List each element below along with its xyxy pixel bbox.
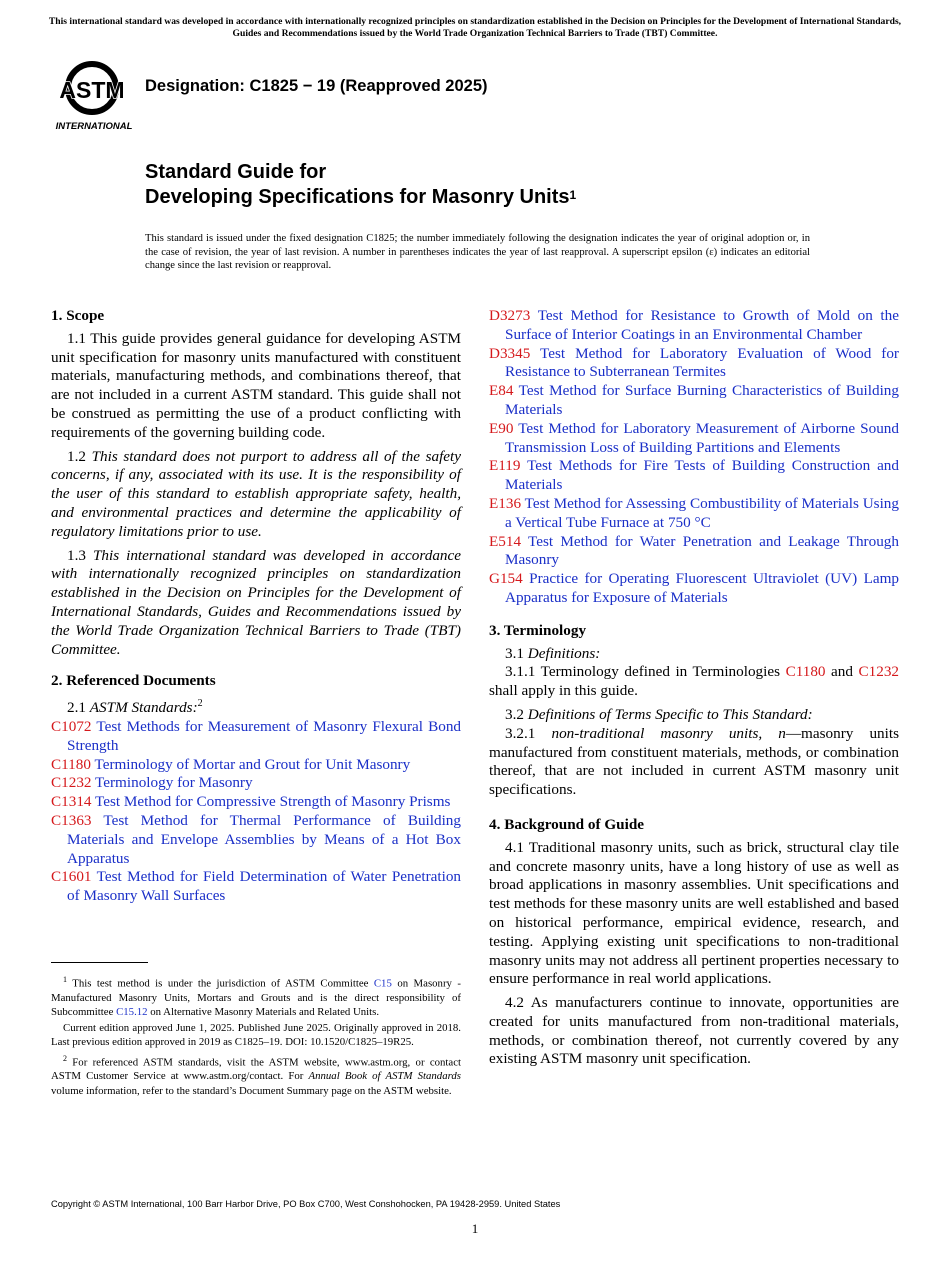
astm-standards-subheading	[51, 695, 461, 718]
paragraph-text: Definitions:	[527, 644, 601, 662]
subcommittee-link[interactable]: C15.12	[116, 1006, 148, 1018]
paragraph-4-2: 4.2 As manufacturers continue to innovate, opportunities are created for units manufactured from non-traditional materials, methods, or combination thereof, not currently covered by any existing ASTM masonry unit specification.	[489, 994, 899, 1068]
document-title	[145, 160, 576, 210]
designation: Designation: C1825 − 19 (Reapproved 2025)	[145, 77, 488, 95]
logo-lettering: ASTM	[59, 77, 125, 103]
paragraph-text: This international standard was developed in accordance with internationally recognized principles on standardization established in the Decision on Principles for the Development of International Standards, Guides and Recommendations issued by the World Trade Organization Technical Barriers to Trade (TBT) Committee.	[51, 546, 462, 658]
reference-link-c1180[interactable]: C1180	[785, 663, 826, 681]
reference-code-link[interactable]: D3273	[489, 307, 531, 324]
paragraph-number: 1.3	[67, 546, 86, 564]
paragraph-number: 1.2	[67, 447, 86, 465]
subheading-label: ASTM Standards:	[89, 699, 198, 717]
reference-link-c1232[interactable]: C1232	[858, 663, 900, 681]
section-heading-referenced: 2. Referenced Documents	[51, 672, 216, 690]
definition-text: —masonry units manufactured from constituent materials, methods, or combination thereof, that are not included in current ASTM masonry unit specifications.	[489, 724, 899, 799]
reference-code-link[interactable]: C1180	[51, 755, 91, 773]
logo-subtext: INTERNATIONAL	[55, 121, 133, 132]
reference-item	[489, 495, 899, 533]
reference-title-link[interactable]: Test Method for Water Penetration and Leakage Through Masonry	[505, 532, 899, 569]
paragraph-3-2	[489, 706, 899, 725]
title-line-1: Standard Guide for	[145, 161, 327, 183]
footnote-text: This test method is under the jurisdiction of ASTM Committee	[72, 977, 369, 990]
tbt-notice: This international standard was developed in accordance with internationally recognized principles on standardization established in the Decision on Principles for the Development of International Standards, Guides and Recommendations issued by the World Trade Organization Technical Barriers to Trade (TBT) Committee.	[48, 16, 902, 39]
reference-title-link[interactable]: Test Method for Surface Burning Characteristics of Building Materials	[505, 382, 899, 418]
paragraph-3-2-1	[489, 725, 899, 800]
footnote-italic: Annual Book of ASTM Standards	[308, 1070, 461, 1083]
title-line-2	[145, 185, 576, 210]
reference-list-left	[51, 718, 461, 906]
section-heading-background: 4. Background of Guide	[489, 815, 645, 833]
reference-item	[51, 718, 461, 756]
reference-code-link[interactable]: C1601	[51, 868, 92, 886]
footnote-mark: 2	[63, 1053, 67, 1063]
reference-title-link[interactable]: Terminology of Mortar and Grout for Unit Masonry	[94, 755, 411, 773]
reference-title-link[interactable]: Test Method for Assessing Combustibility of Materials Using a Vertical Tube Furnace at 750 °C	[505, 494, 899, 531]
paragraph-1-2	[51, 448, 461, 542]
reference-title-link[interactable]: Test Methods for Fire Tests of Building Construction and Materials	[505, 457, 899, 494]
footnote-text: For referenced ASTM standards, visit the ASTM website, www.astm.org, or contact ASTM Customer Service at www.astm.org/contact. For	[51, 1056, 461, 1083]
paragraph-number: 3.2	[505, 705, 524, 723]
reference-code-link[interactable]: C1363	[51, 811, 92, 829]
reference-item	[489, 382, 899, 420]
paragraph-text: Definitions of Terms Specific to This Standard:	[527, 705, 813, 723]
paragraph-number: 3.2.1	[505, 724, 536, 742]
reference-title-link[interactable]: Test Method for Field Determination of Water Penetration of Masonry Wall Surfaces	[67, 868, 462, 905]
paragraph-3-1	[489, 645, 899, 664]
reference-code-link[interactable]: E136	[489, 494, 522, 512]
paragraph-4-1: 4.1 Traditional masonry units, such as brick, structural clay tile and concrete masonry units, have a long history of use as well as broad applications in masonry assemblies. Unit specifications and test methods for these masonry units are well established and based on historical performance, empirical evidence, research, and testing. Applying existing unit specifications to non-traditional masonry units may not address all pertinent properties necessary to ensure performance in real world applications.	[489, 838, 899, 988]
copyright-notice: Copyright © ASTM International, 100 Barr Harbor Drive, PO Box C700, West Conshohocken, PA 19428-2959. United States	[51, 1199, 561, 1209]
reference-title-link[interactable]: Test Method for Laboratory Evaluation of Wood for Resistance to Subterranean Termites	[505, 344, 899, 381]
reference-item	[51, 812, 461, 868]
reference-code-link[interactable]: E119	[489, 457, 521, 475]
paragraph-1-3	[51, 547, 461, 660]
reference-item	[51, 756, 461, 775]
footnote-text: volume information, refer to the standard’s Document Summary page on the ASTM website.	[51, 1084, 452, 1097]
paragraph-text: This standard does not purport to address all of the safety concerns, if any, associated with its use. It is the responsibility of the user of this standard to establish appropriate safety, health, and environmental practices and determine the applicability of regulatory limitations prior to use.	[51, 447, 462, 540]
reference-code-link[interactable]: C1072	[51, 718, 92, 735]
issued-note: This standard is issued under the fixed designation C1825; the number immediately following the designation indicates the year of original adoption or, in the case of revision, the year of last revision. A number in parentheses indicates the year of last reapproval. A superscript epsilon (ε) indicates an editorial change since the last revision or reapproval.	[145, 233, 810, 272]
section-heading-scope: 1. Scope	[51, 307, 105, 324]
left-column	[51, 307, 461, 906]
subheading-number: 2.1	[67, 699, 86, 717]
footnote-divider	[51, 962, 148, 963]
page-number: 1	[471, 1221, 479, 1236]
paragraph-number: 3.1	[505, 644, 524, 662]
right-column	[489, 307, 899, 1074]
footnote-text: on Alternative Masonry Materials and Related Units.	[150, 1006, 380, 1018]
footnote-2	[51, 1052, 461, 1098]
footnote-text: on Masonry - Manufactured Masonry Units, Mortars and Grouts and is the direct responsibility of Subcommittee	[51, 977, 461, 1018]
reference-title-link[interactable]: Test Methods for Measurement of Masonry Flexural Bond Strength	[67, 718, 461, 754]
reference-item	[51, 774, 461, 793]
reference-item	[489, 307, 899, 345]
reference-title-link[interactable]: Terminology for Masonry	[95, 774, 253, 792]
reference-code-link[interactable]: E84	[489, 382, 514, 400]
title-footnote-mark: 1	[569, 188, 577, 202]
reference-item	[489, 570, 899, 608]
reference-item	[489, 420, 899, 458]
footnote-mark: 1	[63, 975, 67, 984]
reference-item	[51, 868, 461, 906]
footnote-edition: Current edition approved June 1, 2025. Published June 2025. Originally approved in 2018. Last previous edition approved in 2019 as C1825–19. DOI: 10.1520/C1825–19R25.	[51, 1022, 461, 1049]
reference-code-link[interactable]: D3345	[489, 344, 531, 362]
astm-logo	[54, 56, 134, 132]
paragraph-1-1: 1.1 This guide provides general guidance for developing ASTM unit specification for masonry units manufactured with constituent materials, manufacturing methods, and combinations thereof, that are not included in a current ASTM standard. This guide shall not be construed as permitting the use of a product conflicting with requirements of the governing building code.	[51, 329, 461, 441]
paragraph-text: shall apply in this guide.	[489, 682, 638, 700]
reference-item	[489, 457, 899, 495]
reference-code-link[interactable]: E90	[489, 419, 514, 437]
title-main: Developing Specifications for Masonry Units	[145, 186, 570, 208]
footnotes	[51, 973, 461, 1100]
reference-item	[51, 793, 461, 812]
footnote-1	[51, 973, 461, 1019]
section-heading-terminology: 3. Terminology	[489, 621, 587, 639]
paragraph-text: and	[831, 663, 853, 681]
reference-title-link[interactable]: Test Method for Laboratory Measurement of Airborne Sound Transmission Loss of Building Partitions and Elements	[505, 419, 899, 456]
reference-title-link[interactable]: Practice for Operating Fluorescent Ultraviolet (UV) Lamp Apparatus for Exposure of Materials	[505, 570, 899, 606]
paragraph-3-1-1	[489, 663, 899, 701]
subheading-footnote-mark: 2	[197, 698, 203, 710]
reference-item	[489, 533, 899, 571]
reference-code-link[interactable]: G154	[489, 570, 523, 588]
reference-title-link[interactable]: Test Method for Resistance to Growth of Mold on the Surface of Interior Coatings in an Environmental Chamber	[505, 307, 899, 343]
reference-list-right	[489, 307, 899, 608]
committee-link[interactable]: C15	[373, 977, 392, 990]
reference-item	[489, 345, 899, 383]
defined-term: non-traditional masonry units, n	[551, 724, 786, 742]
reference-code-link[interactable]: C1314	[51, 793, 92, 811]
reference-code-link[interactable]: E514	[489, 532, 522, 550]
paragraph-text: 3.1.1 Terminology defined in Terminologies	[505, 663, 781, 681]
reference-title-link[interactable]: Test Method for Thermal Performance of Building Materials and Envelope Assemblies by Means of a Hot Box Apparatus	[67, 811, 461, 867]
reference-code-link[interactable]: C1232	[51, 774, 92, 792]
reference-title-link[interactable]: Test Method for Compressive Strength of Masonry Prisms	[95, 793, 451, 811]
